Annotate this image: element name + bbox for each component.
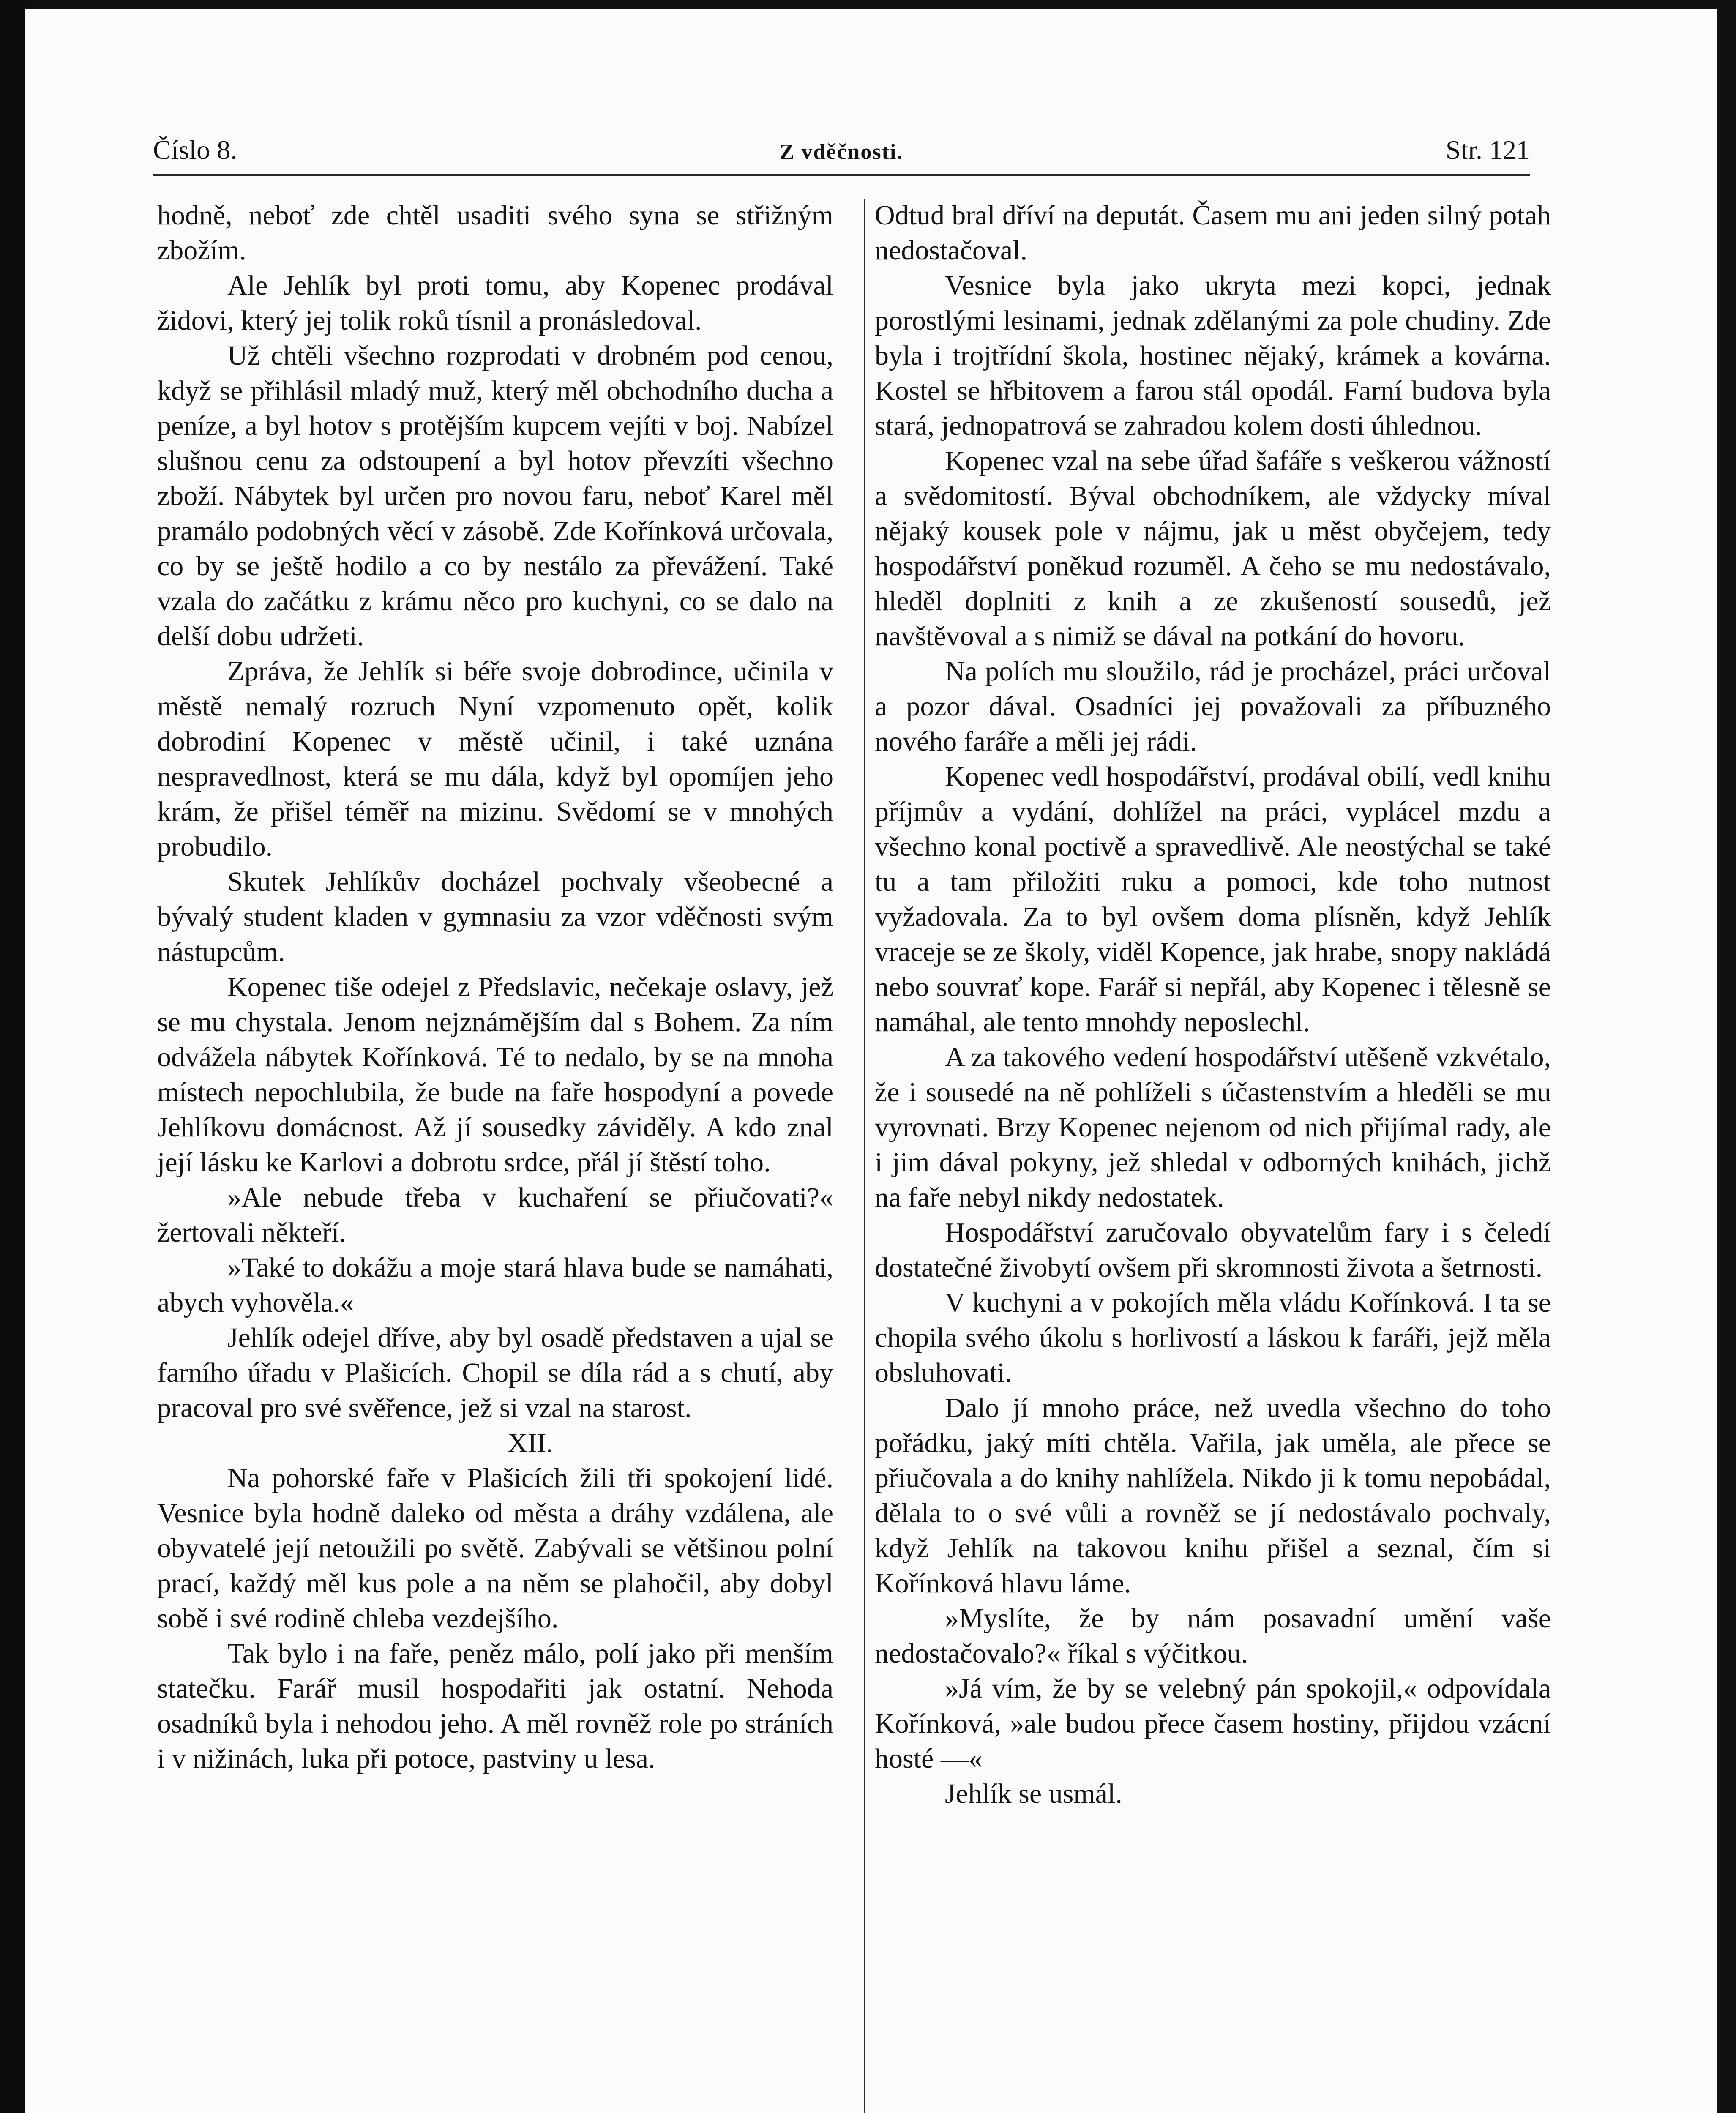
left-column — [157, 198, 833, 1776]
paragraph: Dalo jí mnoho práce, než uvedla všechno do toho pořádku, jaký míti chtěla. Vařila, jak uměla, ale přece se přiučovala a do knihy nahlížela. Nikdo ji k tomu nepobádal, dělala to o své vůli a rovněž se jí nedostávalo pochvaly, když Jehlík na takovou knihu přišel a seznal, čím si Kořínková hlavu láme. — [875, 1392, 1551, 1599]
paragraph: Skutek Jehlíkův docházel pochvaly všeobecné a bývalý student kladen v gymnasiu za vzor vděčnosti svým nástupcům. — [157, 866, 833, 967]
chapter-heading: XII. — [507, 1428, 554, 1458]
paragraph: Vesnice byla jako ukryta mezi kopci, jednak porostlými lesinami, jednak zdělanými za pole chudiny. Zde byla i trojtřídní škola, hostinec nějaký, krámek a kovárna. Kostel se hřbitovem a farou stál opodál. Farní budova byla stará, jednopatrová se zahradou kolem dosti úhlednou. — [875, 270, 1551, 441]
paragraph: hodně, neboť zde chtěl usaditi svého syna se střižným zbožím. — [157, 200, 833, 266]
paragraph: Hospodářství zaručovalo obyvatelům fary i s čeledí dostatečné živobytí ovšem při skromnosti života a šetrnosti. — [875, 1217, 1551, 1283]
header-rule — [153, 174, 1530, 176]
paragraph: A za takového vedení hospodářství utěšeně vzkvétalo, že i sousedé na ně pohlíželi s účastenstvím a hleděli se mu vyrovnati. Brzy Kopenec nejenom od nich přijímal rady, ale i jim dával pokyny, jež shledal v odborných knihách, jichž na faře nebyl nikdy nedostatek. — [875, 1042, 1551, 1213]
paragraph: Jehlík odejel dříve, aby byl osadě představen a ujal se farního úřadu v Plašicích. Chopil se díla rád a s chutí, aby pracoval pro své svěřence, jež si vzal na starost. — [157, 1322, 833, 1423]
paragraph: Už chtěli všechno rozprodati v drobném pod cenou, když se přihlásil mladý muž, který měl obchodního ducha a peníze, a byl hotov s protějším kupcem vejíti v boj. Nabízel slušnou cenu za odstoupení a byl hotov převzíti všechno zboží. Nábytek byl určen pro novou faru, neboť Karel měl pramálo podobných věcí v zásobě. Zde Kořínková určovala, co by se ještě hodilo a co by nestálo za převážení. Také vzala do začátku z krámu něco pro kuchyni, co se dalo na delší dobu udržeti. — [157, 340, 833, 652]
column-divider — [864, 199, 865, 2113]
paragraph: Jehlík se usmál. — [945, 1778, 1122, 1809]
paragraph: Odtud bral dříví na deputát. Časem mu ani jeden silný potah nedostačoval. — [875, 200, 1551, 266]
paragraph: V kuchyni a v pokojích měla vládu Kořínková. I ta se chopila svého úkolu s horlivostí a láskou k faráři, jejž měla obsluhovati. — [875, 1287, 1551, 1388]
paragraph: »Také to dokážu a moje stará hlava bude se namáhati, abych vyhověla.« — [157, 1252, 833, 1318]
issue-number: Číslo 8. — [153, 135, 237, 165]
paragraph: Kopenec vzal na sebe úřad šafáře s veškerou vážností a svědomitostí. Býval obchodníkem, ale vždycky míval nějaký kousek pole v nájmu, jak u měst obyčejem, tedy hospodářství poněkud rozuměl. A čeho se mu nedostávalo, hleděl doplniti z knih a ze zkušeností sousedů, jež navštěvoval a s nimiž se dával na potkání do hovoru. — [875, 445, 1551, 652]
paragraph: Ale Jehlík byl proti tomu, aby Kopenec prodával židovi, který jej tolik roků tísnil a pronásledoval. — [157, 270, 833, 336]
paragraph: Zpráva, že Jehlík si béře svoje dobrodince, učinila v městě nemalý rozruch Nyní vzpomenuto opět, kolik dobrodiní Kopenec v městě učinil, i také uznána nespravedlnost, která se mu dála, když byl opomíjen jeho krám, že přišel téměř na mizinu. Svědomí se v mnohých probudilo. — [157, 656, 833, 862]
right-column — [875, 198, 1551, 1811]
running-title: Z vděčnosti. — [779, 140, 903, 164]
page-number: Str. 121 — [1445, 135, 1530, 165]
paragraph: Na polích mu sloužilo, rád je procházel, práci určoval a pozor dával. Osadníci jej považovali za příbuzného nového faráře a měli jej rádi. — [875, 656, 1551, 757]
paragraph: Kopenec vedl hospodářství, prodával obilí, vedl knihu příjmův a vydání, dohlížel na práci, vyplácel mzdu a všechno konal poctivě a spravedlivě. Ale neostýchal se také tu a tam přiložiti ruku a pomoci, kde toho nutnost vyžadovala. Za to byl ovšem doma plísněn, když Jehlík vraceje se ze školy, viděl Kopence, jak hrabe, snopy nakládá nebo souvrať kope. Farář si nepřál, aby Kopenec i tělesně se namáhal, ale tento mnohdy neposlechl. — [875, 761, 1551, 1037]
paragraph: Kopenec tiše odejel z Předslavic, nečekaje oslavy, jež se mu chystala. Jenom nejznámějším dal s Bohem. Za ním odvážela nábytek Kořínková. Té to nedalo, by se na mnoha místech nepochlubila, že bude na faře hospodyní a povede Jehlíkovu domácnost. Až jí sousedky záviděly. A kdo znal její lásku ke Karlovi a dobrotu srdce, přál jí štěstí toho. — [157, 972, 833, 1178]
scan-border — [0, 0, 25, 2113]
paragraph: »Myslíte, že by nám posavadní umění vaše nedostačovalo?« říkal s výčitkou. — [875, 1603, 1551, 1669]
paragraph: »Ale nebude třeba v kuchaření se přiučovati?« žertovali někteří. — [157, 1182, 833, 1248]
paragraph: Tak bylo i na faře, peněz málo, polí jako při menším statečku. Farář musil hospodařiti jak ostatní. Nehoda osadníků byla i nehodou jeho. A měl rovněž role po stráních i v nižinách, luka při potoce, pastviny u lesa. — [157, 1638, 833, 1774]
paragraph: »Já vím, že by se velebný pán spokojil,« odpovídala Kořínková, »ale budou přece časem hostiny, přijdou vzácní hosté —« — [875, 1673, 1551, 1774]
paragraph: Na pohorské faře v Plašicích žili tři spokojení lidé. Vesnice byla hodně daleko od města a dráhy vzdálena, ale obyvatelé její netoužili po světě. Zabývali se většinou polní prací, každý měl kus pole a na něm se plahočil, aby dobyl sobě i své rodině chleba vezdejšího. — [157, 1463, 833, 1634]
